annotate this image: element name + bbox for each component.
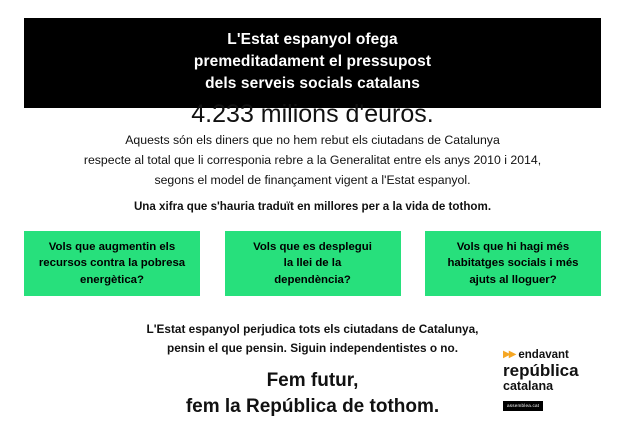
body-copy-line-1: Aquests són els diners que no hem rebut els ciutadans de Catalunya (125, 133, 500, 147)
body-copy (30, 131, 595, 191)
slogan-line-2: fem la República de tothom. (185, 395, 440, 417)
question-box-housing[interactable] (425, 231, 601, 296)
closing-line-1: L'Estat espanyol perjudica tots els ciutadans de Catalunya, (146, 322, 479, 336)
headline-line-1: L'Estat espanyol ofega (227, 31, 398, 48)
logo-endavant-text: endavant (518, 348, 569, 361)
question-box-dependency[interactable] (225, 231, 401, 296)
question-box-housing-text (447, 239, 578, 288)
closing-line-2: pensin el que pensin. Siguin independentistes o no. (166, 341, 459, 356)
slogan-line-1: Fem futur, (266, 370, 359, 391)
headline-figure: 4.233 milions d'euros. (191, 100, 434, 128)
body-copy-line-3: segons el model de finançament vigent a l'Estat espanyol. (154, 172, 471, 187)
question-box-housing-line-2: habitatges socials i més (447, 257, 579, 270)
logo-top-row (503, 348, 607, 361)
headline-line-2: premeditadament el pressupost (193, 53, 432, 70)
question-box-housing-line-1: Vols que hi hagi més (456, 241, 570, 254)
question-box-energy-line-2: recursos contra la pobresa (38, 257, 186, 270)
double-arrow-icon: ▶▶ (503, 348, 515, 360)
question-box-energy-line-3: energètica? (80, 273, 144, 286)
logo-catalana-text: catalana (503, 378, 554, 393)
logo-republica-text: república (503, 361, 579, 380)
question-box-dependency-line-2: la llei de la (283, 257, 342, 270)
tagline: Una xifra que s'hauria traduït en millores per a la vida de tothom. (133, 200, 492, 213)
logo-block (503, 348, 607, 412)
assemblea-badge: assemblea.cat (503, 401, 543, 411)
question-box-energy-line-1: Vols que augmentin els (48, 241, 176, 254)
headline-line-3: dels serveis socials catalans (205, 75, 420, 92)
question-box-dependency-text (253, 239, 372, 288)
question-box-energy-text (39, 239, 185, 288)
question-box-housing-line-3: ajuts al lloguer? (469, 273, 557, 286)
headline-banner (24, 18, 601, 108)
question-box-dependency-line-3: dependència? (274, 273, 351, 286)
question-box-group (24, 231, 601, 296)
question-box-dependency-line-1: Vols que es desplegui (253, 241, 372, 254)
question-box-energy[interactable] (24, 231, 200, 296)
body-copy-line-2: respecte al total que li corresponia rebre a la Generalitat entre els anys 2010 i 2014, (83, 152, 542, 167)
